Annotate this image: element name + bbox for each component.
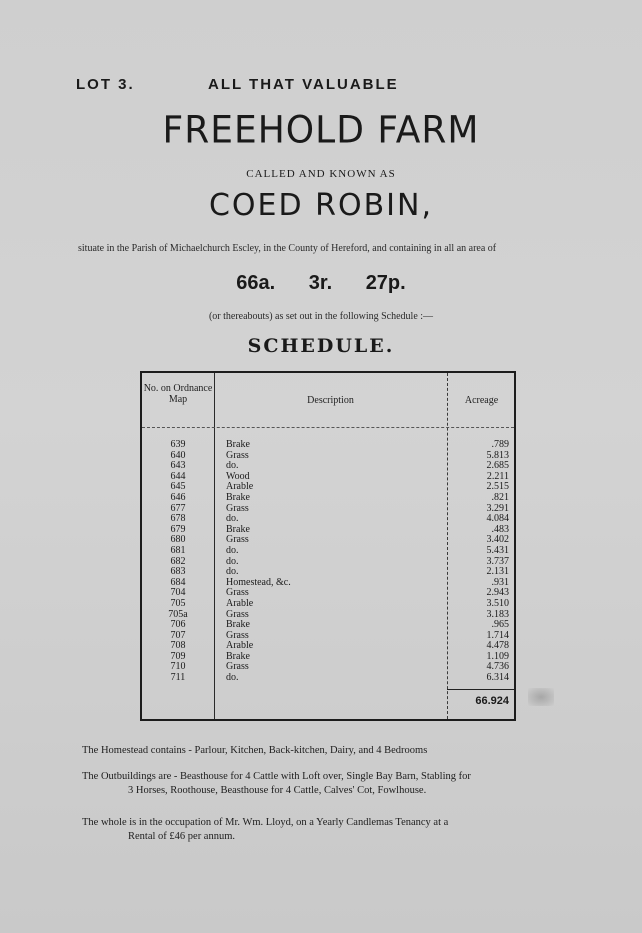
outbuildings-line-2: 3 Horses, Roothouse, Beasthouse for 4 Cattle, Calves' Cot, Fowlhouse. [128, 785, 427, 796]
description-cell: Grass [226, 449, 249, 461]
ordnance-number-cell: 704 [170, 587, 186, 599]
table-row [142, 461, 514, 472]
description-cell: do. [226, 672, 239, 684]
table-row [142, 588, 514, 599]
table-row [142, 578, 514, 589]
ordnance-number-cell: 705 [170, 597, 186, 609]
schedule-rows [142, 440, 514, 684]
homestead-note: The Homestead contains - Parlour, Kitchen, Back-kitchen, Dairy, and 4 Bedrooms [82, 745, 428, 756]
table-row [142, 472, 514, 483]
table-row [142, 662, 514, 673]
acreage-cell: 4.084 [486, 513, 509, 525]
ordnance-number-cell: 679 [170, 523, 186, 535]
schedule-title: SCHEDULE. [247, 335, 395, 357]
table-row [142, 493, 514, 504]
ordnance-number-cell: 707 [170, 629, 186, 641]
description-cell: Grass [226, 608, 249, 620]
acreage-cell: .965 [491, 619, 509, 631]
ordnance-number-cell: 684 [170, 576, 186, 588]
called-known-as: CALLED AND KNOWN AS [246, 168, 396, 180]
acreage-total: 66.924 [475, 695, 509, 707]
acreage-cell: 2.131 [486, 566, 509, 578]
outbuildings-note [82, 770, 602, 798]
description-cell: do. [226, 555, 239, 567]
acreage-cell: 3.737 [486, 555, 509, 567]
description-cell: Brake [226, 523, 250, 535]
lot-tagline: ALL THAT VALUABLE [208, 76, 399, 93]
description-cell: Grass [226, 587, 249, 599]
ordnance-number-cell: 680 [170, 534, 186, 546]
page-title: FREEHOLD FARM [162, 108, 480, 153]
paper-smudge [528, 688, 554, 706]
description-cell: do. [226, 566, 239, 578]
area-line [0, 272, 642, 295]
acreage-cell: 2.211 [486, 470, 509, 482]
ordnance-number-cell: 682 [170, 555, 186, 567]
ordnance-number-cell: 640 [170, 449, 186, 461]
ordnance-number-cell: 639 [170, 439, 186, 450]
table-row [142, 525, 514, 536]
schedule-note: (or thereabouts) as set out in the following Schedule :— [208, 311, 434, 322]
ordnance-number-cell: 678 [170, 513, 186, 525]
description-cell: Grass [226, 629, 249, 641]
acreage-cell: 2.515 [486, 481, 509, 493]
description-cell: Arable [226, 597, 254, 609]
ordnance-number-cell: 705a [168, 608, 188, 620]
acreage-cell: 3.510 [486, 597, 509, 609]
acreage-cell: .483 [491, 523, 509, 535]
header-description: Description [307, 395, 354, 406]
ordnance-number-cell: 683 [170, 566, 186, 578]
description-cell: Brake [226, 439, 250, 450]
description-cell: Grass [226, 661, 249, 673]
description-cell: Arable [226, 640, 254, 652]
table-row [142, 451, 514, 462]
acreage-cell: 3.402 [486, 534, 509, 546]
acreage-cell: 6.314 [486, 672, 509, 684]
acreage-cell: 2.685 [486, 460, 509, 472]
description-cell: Brake [226, 650, 250, 662]
description-cell: Grass [226, 534, 249, 546]
description-cell: do. [226, 544, 239, 556]
description-cell: Grass [226, 502, 249, 514]
occupation-line-1: The whole is in the occupation of Mr. Wm. Lloyd, on a Yearly Candlemas Tenancy at a [82, 817, 449, 828]
table-row [142, 535, 514, 546]
table-row [142, 599, 514, 610]
ordnance-number-cell: 681 [170, 544, 186, 556]
description-cell: Arable [226, 481, 254, 493]
header-divider [142, 427, 514, 428]
table-row [142, 610, 514, 621]
acreage-cell: .931 [491, 576, 509, 588]
description-cell: Brake [226, 619, 250, 631]
area-acres: 66a. [236, 272, 276, 294]
farm-name: COED ROBIN, [208, 188, 434, 223]
ordnance-number-cell: 644 [170, 470, 186, 482]
header-acreage: Acreage [464, 395, 499, 406]
ordnance-number-cell: 710 [170, 661, 186, 673]
table-row [142, 557, 514, 568]
acreage-cell: 5.813 [486, 449, 509, 461]
occupation-note [82, 816, 602, 844]
ordnance-number-cell: 677 [170, 502, 186, 514]
acreage-cell: 1.714 [486, 629, 509, 641]
total-rule [447, 689, 514, 690]
description-cell: do. [226, 513, 239, 525]
area-roods: 3r. [308, 272, 333, 294]
ordnance-number-cell: 709 [170, 650, 186, 662]
ordnance-number-cell: 708 [170, 640, 186, 652]
acreage-cell: .789 [491, 439, 509, 450]
acreage-cell: 2.943 [486, 587, 509, 599]
table-row [142, 673, 514, 684]
outbuildings-line-1: The Outbuildings are - Beasthouse for 4 Cattle with Loft over, Single Bay Barn, Stabling for [82, 771, 471, 782]
ordnance-number-cell: 646 [170, 491, 186, 503]
area-perches: 27p. [365, 272, 406, 294]
table-row [142, 504, 514, 515]
situation-text: situate in the Parish of Michaelchurch Escley, in the County of Hereford, and containing in all an area of [78, 243, 497, 254]
occupation-line-2: Rental of £46 per annum. [128, 831, 236, 842]
description-cell: Homestead, &c. [226, 576, 291, 588]
description-cell: Wood [226, 470, 250, 482]
ordnance-number-cell: 643 [170, 460, 186, 472]
ordnance-number-cell: 711 [170, 672, 186, 684]
table-row [142, 440, 514, 451]
table-row [142, 620, 514, 631]
schedule-table [140, 371, 516, 721]
acreage-cell: 5.431 [486, 544, 509, 556]
acreage-cell: 4.478 [486, 640, 509, 652]
acreage-cell: .821 [491, 491, 509, 503]
table-row [142, 631, 514, 642]
header-ordnance-number: No. on Ordnance Map [143, 383, 213, 405]
lot-heading [76, 76, 399, 93]
description-cell: do. [226, 460, 239, 472]
table-row [142, 567, 514, 578]
acreage-cell: 3.291 [486, 502, 509, 514]
description-cell: Brake [226, 491, 250, 503]
acreage-cell: 3.183 [486, 608, 509, 620]
table-row [142, 652, 514, 663]
table-row [142, 514, 514, 525]
ordnance-number-cell: 706 [170, 619, 186, 631]
acreage-cell: 1.109 [486, 650, 509, 662]
ordnance-number-cell: 645 [170, 481, 186, 493]
acreage-cell: 4.736 [486, 661, 509, 673]
lot-number: LOT 3. [76, 76, 135, 93]
table-row [142, 482, 514, 493]
table-row [142, 546, 514, 557]
table-row [142, 641, 514, 652]
